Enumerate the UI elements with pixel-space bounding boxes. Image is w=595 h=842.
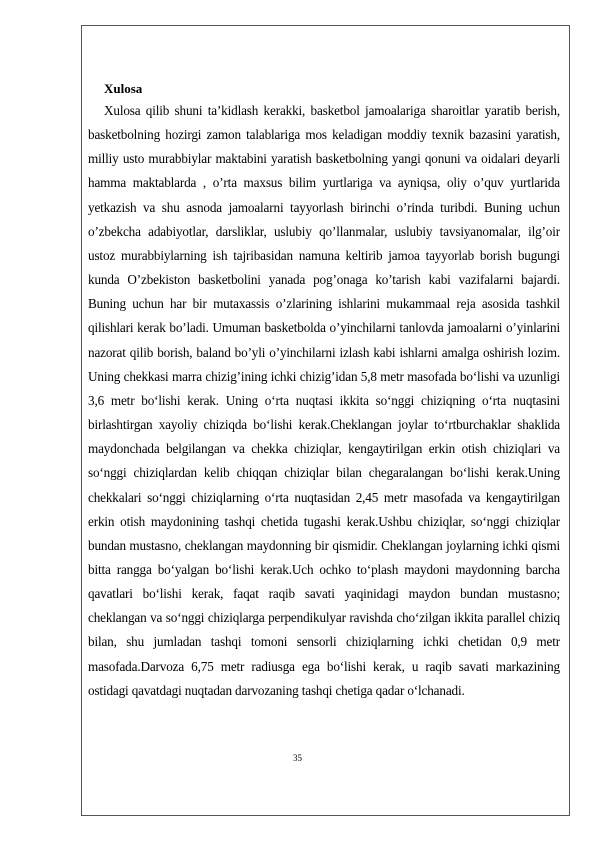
page-number: 35 xyxy=(293,753,302,763)
body-paragraph: Xulosa qilib shuni ta’kidlash kerakki, basketbol jamoalariga sharoitlar yaratib berish, basketbolning hozirgi zamon talablariga mos keladigan moddiy texnik bazasini yaratish, milliy usto murabbiylar maktabini yaratish basketbolning yangi qonuni va oidalari deyarli hamma maktablarda , o’rta maxsus bilim yurtlariga va ayniqsa, oliy o’quv yurtlarida yetkazish va shu asnoda jamoalarni tayyorlash birinchi o’rinda turibdi. Buning uchun o’zbekcha adabiyotlar, darsliklar, uslubiy qo’llanmalar, uslubiy tavsiyanomalar, ilg’oir ustoz murabbiylarning ish tajribasidan namuna keltirib jamoa tayyorlab borish bugungi kunda O’zbekiston basketbolini yanada pog’onaga ko’tarish kabi vazifalarni bajardi. Buning uchun har bir mutaxassis o’zlarining ishlarini mukammaal reja asosida tashkil qilishlari kerak bo’ladi. Umuman basketbolda o’yinchilarni tanlovda jamoalarni o’yinlarini nazorat qilib borish, baland bo’yli o’yinchilarni izlash kabi ishlarni amalga oshirish lozim. Uning chekkasi marra chizig’ining ichki chizig’idan 5,8 metr masofada bo‘lishi va uzunligi 3,6 metr bo‘lishi kerak. Uning o‘rta nuqtasi ikkita so‘nggi chiziqning o‘rta nuqtasini birlashtirgan xayoliy chiziqda bo‘lishi kerak.Cheklangan joylar to‘rtburchaklar shaklida maydonchada belgilangan va chekka chiziqlar, kengaytirilgan erkin otish chiziqlari va so‘nggi chiziqlardan kelib chiqqan chiziqlar bilan chegaralangan bo‘lishi kerak.Uning chekkalari so‘nggi chiziqlarning o‘rta nuqtasidan 2,45 metr masofada va kengaytirilgan erkin otish maydonining tashqi chetida tugashi kerak.Ushbu chiziqlar, so‘nggi chiziqlar bundan mustasno, cheklangan maydonning bir qismidir. Cheklangan joylarning ichki qismi bitta rangga bo‘yalgan bo‘lishi kerak.Uch ochko to‘plash maydoni maydonning barcha qavatlari bo‘lishi kerak, faqat raqib savati yaqinidagi maydon bundan mustasno; cheklangan va so‘nggi chiziqlarga perpendikulyar ravishda cho‘zilgan ikkita parallel chiziq bilan, shu jumladan tashqi tomoni sensorli chiziqlarning ichki chetidan 0,9 metr masofada.Darvoza 6,75 metr radiusga ega bo‘lishi kerak, u raqib savati markazining ostidagi qavatdagi nuqtadan darvozaning tashqi chetiga qadar o‘lchanadi. xyxy=(88,103,560,698)
section-heading: Xulosa xyxy=(104,81,143,96)
